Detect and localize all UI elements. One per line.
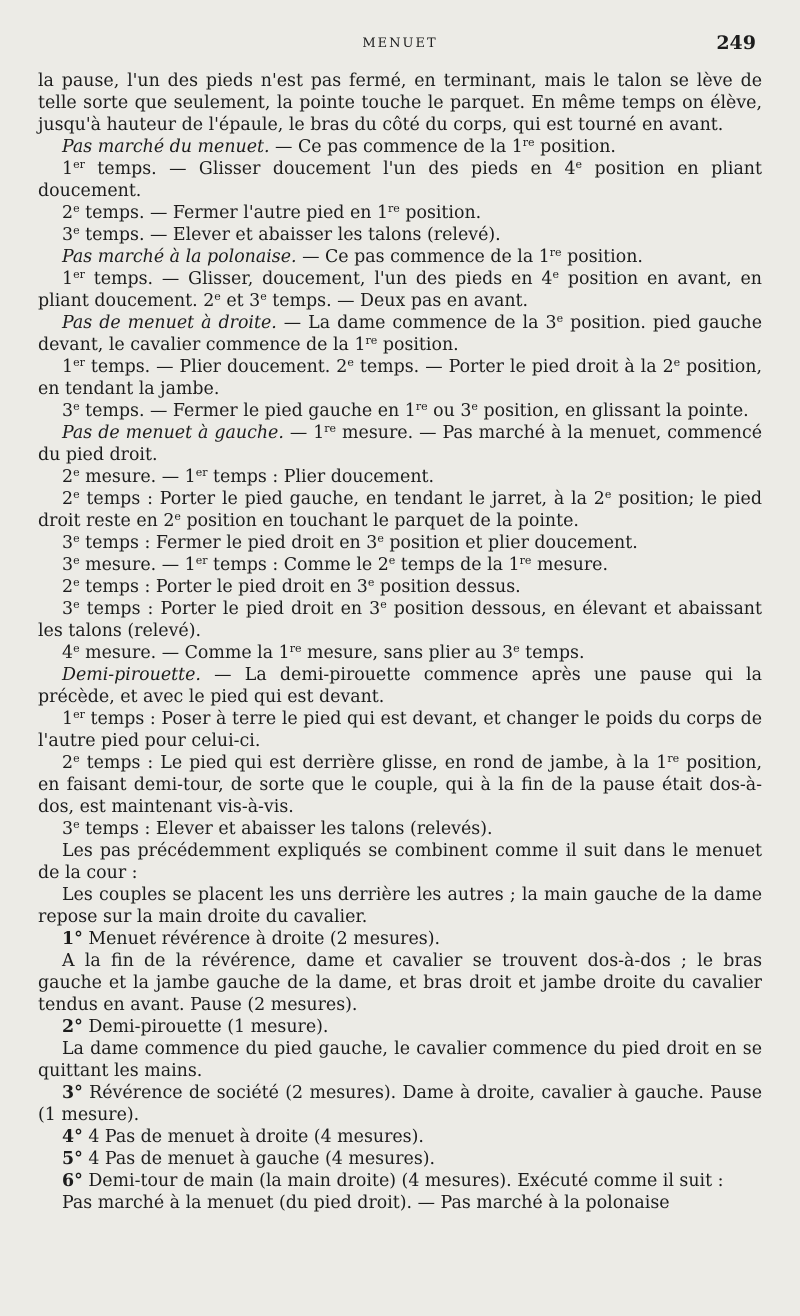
- paragraph: 2e temps : Porter le pied gauche, en tendant le jarret, à la 2e position; le pied droit reste en 2e position en touchant le parquet de la pointe.: [38, 488, 762, 531]
- paragraph: la pause, l'un des pieds n'est pas fermé, en terminant, mais le talon se lève de telle sorte que seulement, la pointe touche le parquet. En même temps on élève, jusqu'à hauteur de l'épaule, le bras du côté du corps, qui est tourné en avant.: [38, 71, 762, 135]
- paragraph: 5° 4 Pas de menuet à gauche (4 mesures).: [62, 1149, 436, 1169]
- paragraph: 2e mesure. — 1er temps : Plier doucement.: [62, 466, 435, 487]
- paragraph: Pas marché du menuet. — Ce pas commence de la 1re position.: [62, 136, 616, 157]
- paragraph: A la fin de la révérence, dame et cavalier se trouvent dos-à-dos ; le bras gauche et la jambe gauche de la dame, et bras droit et jambe droite du cavalier tendus en avant. Pause (2 mesures).: [38, 951, 762, 1015]
- paragraph: 1er temps. — Glisser, doucement, l'un des pieds en 4e position en avant, en pliant doucement. 2e et 3e temps. — Deux pas en avant.: [38, 268, 762, 311]
- running-title: MENUET: [362, 36, 438, 51]
- paragraph: 4° 4 Pas de menuet à droite (4 mesures).: [62, 1127, 424, 1147]
- page-header: [38, 30, 762, 70]
- paragraph: 1° Menuet révérence à droite (2 mesures).: [62, 929, 441, 949]
- paragraph: 2e temps. — Fermer l'autre pied en 1re position.: [62, 202, 482, 223]
- paragraph: Les couples se placent les uns derrière les autres ; la main gauche de la dame repose sur la main droite du cavalier.: [38, 885, 762, 927]
- page-body: [38, 70, 762, 1214]
- paragraph: 3e temps : Porter le pied droit en 3e position dessous, en élevant et abaissant les talons (relevé).: [38, 598, 762, 641]
- paragraph: Demi-pirouette. — La demi-pirouette commence après une pause qui la précède, et avec le pied qui est devant.: [38, 665, 762, 707]
- paragraph: 2e temps : Porter le pied droit en 3e position dessus.: [62, 576, 521, 597]
- paragraph: 4e mesure. — Comme la 1re mesure, sans plier au 3e temps.: [62, 642, 585, 663]
- paragraph: 2e temps : Le pied qui est derrière glisse, en rond de jambe, à la 1re position, en faisant demi-tour, de sorte que le couple, qui à la fin de la pause était dos-à-dos, est maintenant vis-à-vis.: [38, 752, 762, 817]
- paragraph: 3e temps : Fermer le pied droit en 3e position et plier doucement.: [62, 532, 638, 553]
- paragraph: 3e mesure. — 1er temps : Comme le 2e temps de la 1re mesure.: [62, 554, 608, 575]
- page-number: 249: [716, 32, 756, 54]
- paragraph: 3e temps. — Fermer le pied gauche en 1re ou 3e position, en glissant la pointe.: [62, 400, 749, 421]
- paragraph: 3e temps. — Elever et abaisser les talons (relevé).: [62, 224, 501, 245]
- paragraph: Les pas précédemment expliqués se combinent comme il suit dans le menuet de la cour :: [38, 841, 762, 883]
- paragraph: 6° Demi-tour de main (la main droite) (4 mesures). Exécuté comme il suit :: [62, 1171, 724, 1191]
- paragraph: Pas marché à la polonaise. — Ce pas commence de la 1re position.: [62, 246, 643, 267]
- paragraph: La dame commence du pied gauche, le cavalier commence du pied droit en se quittant les mains.: [38, 1039, 762, 1081]
- paragraph: 3° Révérence de société (2 mesures). Dame à droite, cavalier à gauche. Pause (1 mesure).: [38, 1083, 762, 1125]
- paragraph: 1er temps. — Glisser doucement l'un des pieds en 4e position en pliant doucement.: [38, 158, 762, 201]
- paragraph: Pas de menuet à droite. — La dame commence de la 3e position. pied gauche devant, le cavalier commence de la 1re position.: [38, 312, 762, 355]
- paragraph: 1er temps. — Plier doucement. 2e temps. — Porter le pied droit à la 2e position, en tendant la jambe.: [38, 356, 762, 399]
- paragraph: 2° Demi-pirouette (1 mesure).: [62, 1017, 329, 1037]
- paragraph: 1er temps : Poser à terre le pied qui est devant, et changer le poids du corps de l'autre pied pour celui-ci.: [38, 708, 762, 751]
- paragraph: Pas de menuet à gauche. — 1re mesure. — Pas marché à la menuet, commencé du pied droit.: [38, 422, 762, 465]
- paragraph: 3e temps : Elever et abaisser les talons (relevés).: [62, 818, 493, 839]
- paragraph: Pas marché à la menuet (du pied droit). — Pas marché à la polonaise: [62, 1193, 670, 1213]
